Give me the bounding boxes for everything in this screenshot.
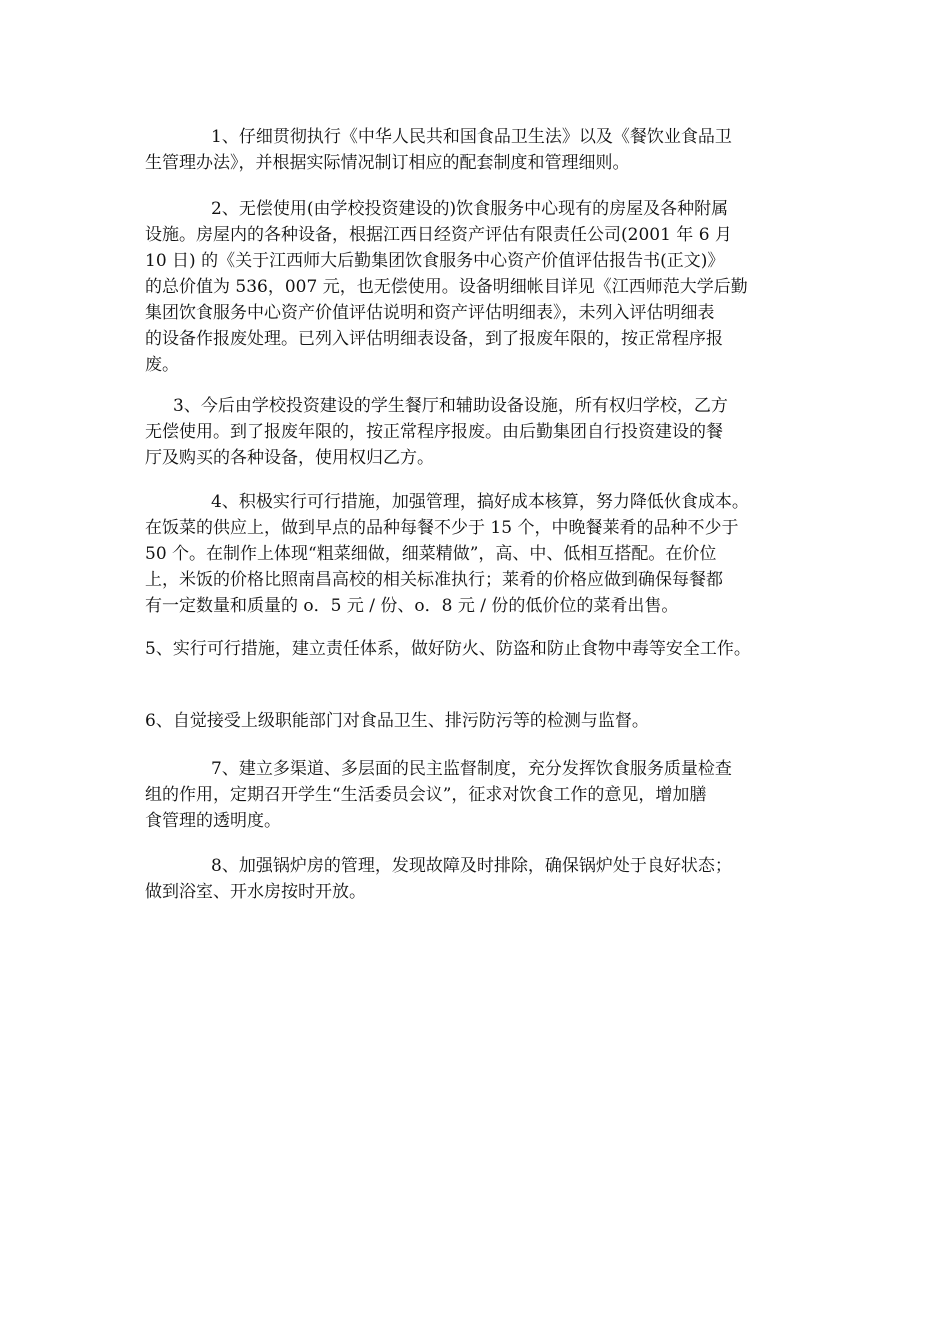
paragraph-2-line-5: 集团饮食服务中心资产价值评估说明和资产评估明细表》，未列入评估明细表 bbox=[145, 303, 715, 323]
paragraph-7 bbox=[145, 756, 825, 834]
paragraph-4 bbox=[145, 489, 825, 619]
paragraph-2 bbox=[145, 196, 825, 378]
paragraph-2-line-4: 的总价值为 536，007 元，也无偿使用。设备明细帐目详见《江西师范大学后勤 bbox=[145, 277, 748, 297]
paragraph-7-line-3: 食管理的透明度。 bbox=[145, 811, 281, 831]
paragraph-2-line-2: 设施。房屋内的各种设备，根据江西日经资产评估有限责任公司(2001 年 6 月 bbox=[145, 225, 732, 245]
paragraph-2-line-7: 废。 bbox=[145, 355, 179, 375]
paragraph-2-line-6: 的设备作报废处理。已列入评估明细表设备，到了报废年限的，按正常程序报 bbox=[145, 329, 723, 349]
paragraph-5 bbox=[145, 636, 825, 662]
paragraph-8 bbox=[145, 853, 825, 905]
paragraph-1 bbox=[145, 124, 825, 176]
paragraph-4-line-1: 4、积极实行可行措施，加强管理，搞好成本核算，努力降低伙食成本。 bbox=[211, 492, 749, 512]
paragraph-3-line-2: 无偿使用。到了报废年限的，按正常程序报废。由后勤集团自行投资建设的餐 bbox=[145, 422, 723, 442]
paragraph-3-line-3: 厅及购买的各种设备，使用权归乙方。 bbox=[145, 448, 434, 468]
paragraph-3-line-1: 3、今后由学校投资建设的学生餐厅和辅助设备设施，所有权归学校，乙方 bbox=[173, 396, 728, 416]
paragraph-2-line-3: 10 日) 的《关于江西师大后勤集团饮食服务中心资产价值评估报告书(正文)》 bbox=[145, 251, 725, 271]
paragraph-1-line-1: 1、仔细贯彻执行《中华人民共和国食品卫生法》以及《餐饮业食品卫 bbox=[211, 127, 732, 147]
paragraph-7-line-1: 7、建立多渠道、多层面的民主监督制度，充分发挥饮食服务质量检查 bbox=[211, 759, 732, 779]
paragraph-4-line-2: 在饭菜的供应上，做到早点的品种每餐不少于 15 个，中晚餐莱肴的品种不少于 bbox=[145, 518, 739, 538]
paragraph-4-line-5: 有一定数量和质量的 o．5 元 / 份、o．8 元 / 份的低价位的菜肴出售。 bbox=[145, 596, 679, 616]
paragraph-4-line-3: 50 个。在制作上体现“粗菜细做，细菜精做”，高、中、低相互搭配。在价位 bbox=[145, 544, 717, 564]
paragraph-6 bbox=[145, 708, 825, 734]
paragraph-3 bbox=[145, 393, 825, 471]
paragraph-4-line-4: 上，米饭的价格比照南昌高校的相关标准执行；莱肴的价格应做到确保每餐都 bbox=[145, 570, 723, 590]
paragraph-2-line-1: 2、无偿使用(由学校投资建设的)饮食服务中心现有的房屋及各种附属 bbox=[211, 199, 729, 219]
paragraph-8-line-1: 8、加强锅炉房的管理，发现故障及时排除，确保锅炉处于良好状态； bbox=[211, 856, 732, 876]
paragraph-6-line-1: 6、自觉接受上级职能部门对食品卫生、排污防污等的检测与监督。 bbox=[145, 711, 649, 731]
paragraph-1-line-2: 生管理办法》，并根据实际情况制订相应的配套制度和管理细则。 bbox=[145, 153, 630, 173]
paragraph-5-line-1: 5、实行可行措施，建立责任体系，做好防火、防盗和防止食物中毒等安全工作。 bbox=[145, 639, 751, 659]
paragraph-7-line-2: 组的作用，定期召开学生“生活委员会议”，征求对饮食工作的意见，增加膳 bbox=[145, 785, 707, 805]
paragraph-8-line-2: 做到浴室、开水房按时开放。 bbox=[145, 882, 366, 902]
